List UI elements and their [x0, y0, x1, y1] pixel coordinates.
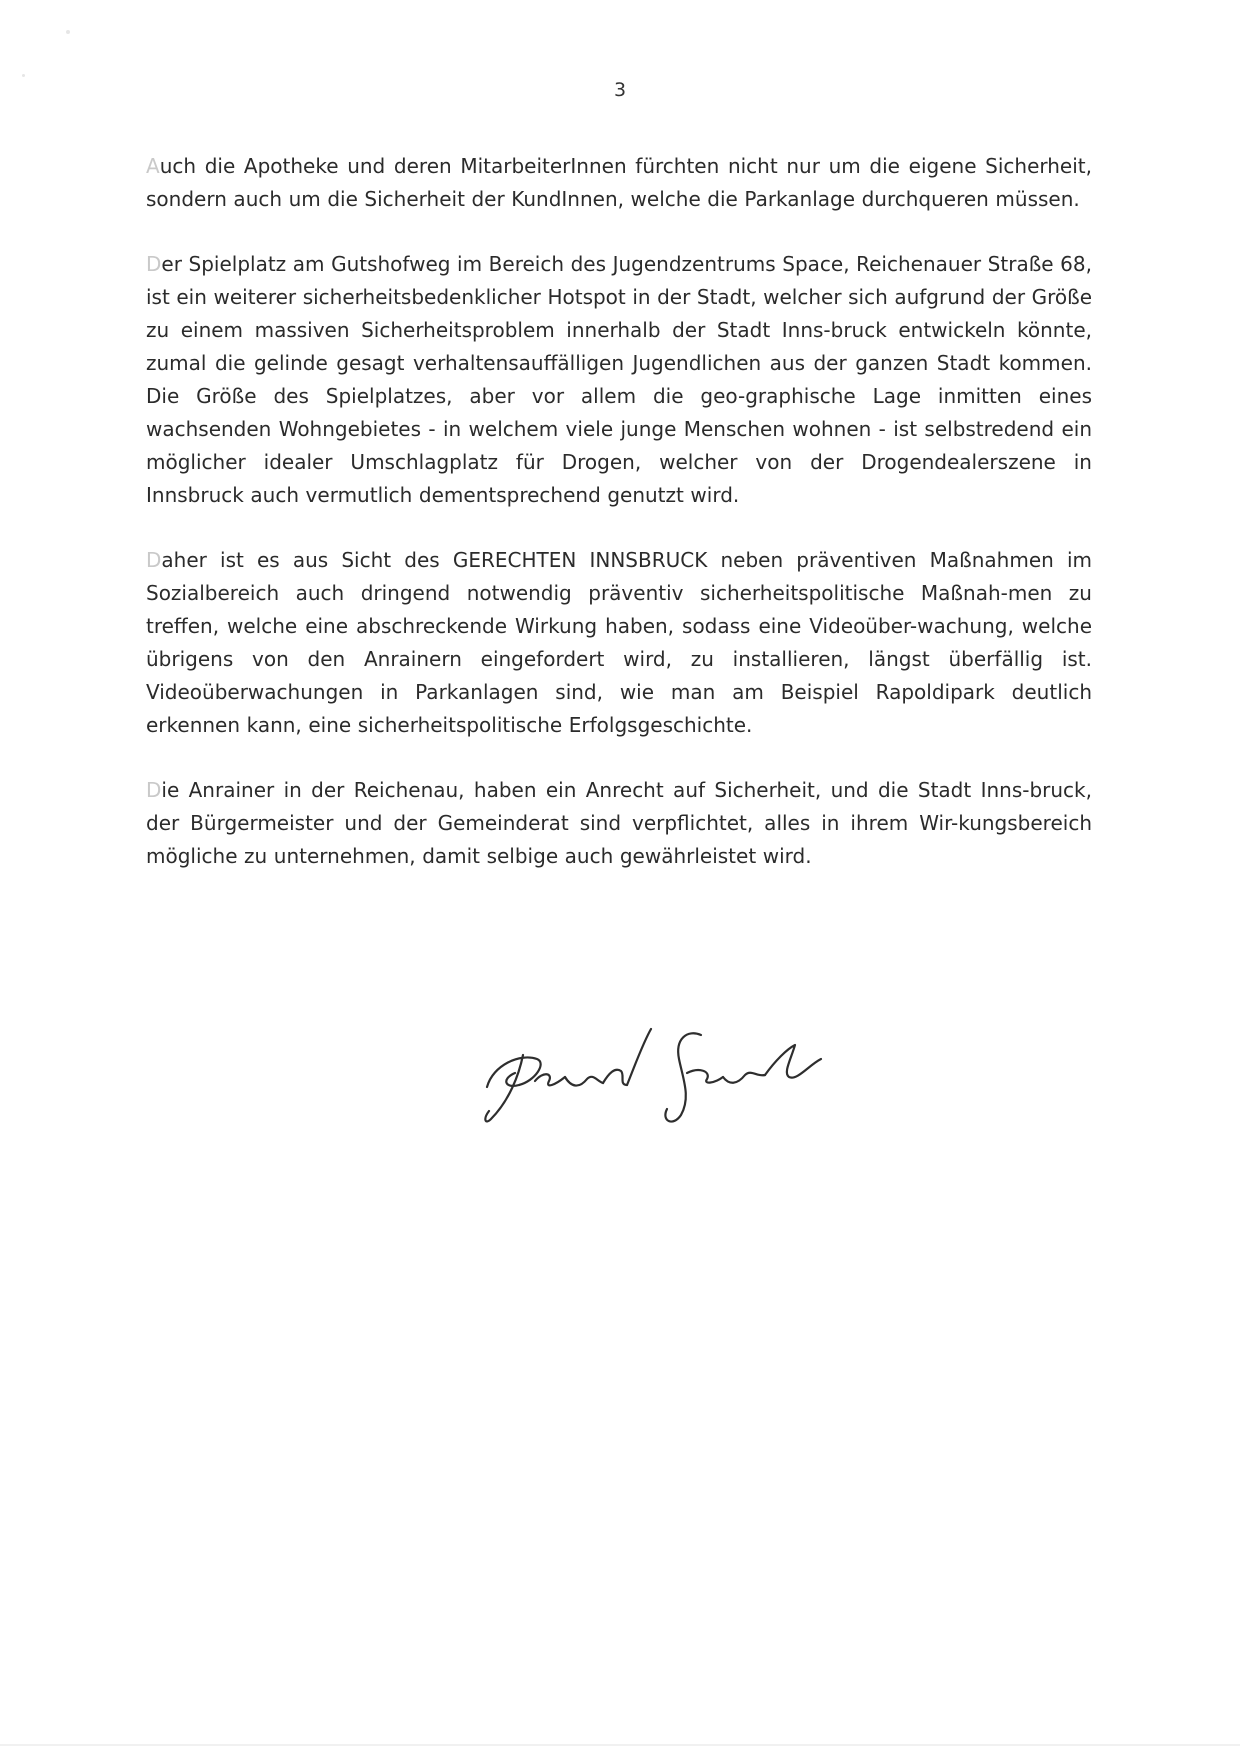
paragraph-text: uch die Apotheke und deren MitarbeiterInnen fürchten nicht nur um die eigene Sicherheit, sondern auch um die Sicherheit der KundInnen, welche die Parkanlage durchqueren müssen.	[146, 154, 1092, 211]
scan-speck	[66, 30, 70, 34]
paragraph-text: aher ist es aus Sicht des GERECHTEN INNSBRUCK neben präventiven Maßnahmen im Sozialbereich auch dringend notwendig präventiv sicherheitspolitische Maßnah-men zu treffen, welche eine abschreckende Wirkung haben, sodass eine Videoüber-wachung, welche übrigens von den Anrainern eingefordert wird, zu installieren, längst überfällig ist. Videoüberwachungen in Parkanlagen sind, wie man am Beispiel Rapoldipark deutlich erkennen kann, eine sicherheitspolitische Erfolgsgeschichte.	[146, 548, 1092, 737]
page-number: 3	[613, 79, 627, 101]
paragraph-initial: D	[146, 252, 162, 276]
paragraph-initial: D	[146, 548, 162, 572]
paragraph-pharmacy	[146, 150, 1092, 216]
paragraph-video-surveillance	[146, 544, 1092, 742]
paragraph-initial: D	[146, 778, 162, 802]
scan-edge	[0, 1744, 1240, 1746]
scan-speck	[22, 74, 25, 77]
letter-body	[146, 150, 1092, 905]
paragraph-residents	[146, 774, 1092, 873]
paragraph-text: ie Anrainer in der Reichenau, haben ein Anrecht auf Sicherheit, und die Stadt Inns-bruck, der Bürgermeister und der Gemeinderat sind verpflichtet, alles in ihrem Wir-kungsbereich mögliche zu unternehmen, damit selbige auch gewährleistet wird.	[146, 778, 1092, 868]
paragraph-initial: A	[146, 154, 160, 178]
handwritten-signature-icon	[475, 1015, 875, 1135]
paragraph-text: er Spielplatz am Gutshofweg im Bereich des Jugendzentrums Space, Reichenauer Straße 68, ist ein weiterer sicherheitsbedenklicher Hotspot in der Stadt, welcher sich aufgrund der Größe zu einem massiven Sicherheitsproblem innerhalb der Stadt Inns-bruck entwickeln könnte, zumal die gelinde gesagt verhaltensauffälligen Jugendlichen aus der ganzen Stadt kommen. Die Größe des Spielplatzes, aber vor allem die geo-graphische Lage inmitten eines wachsenden Wohngebietes - in welchem viele junge Menschen wohnen - ist selbstredend ein möglicher idealer Umschlagplatz für Drogen, welcher von der Drogendealerszene in Innsbruck auch vermutlich dementsprechend genutzt wird.	[146, 252, 1093, 507]
paragraph-playground	[146, 248, 1092, 512]
